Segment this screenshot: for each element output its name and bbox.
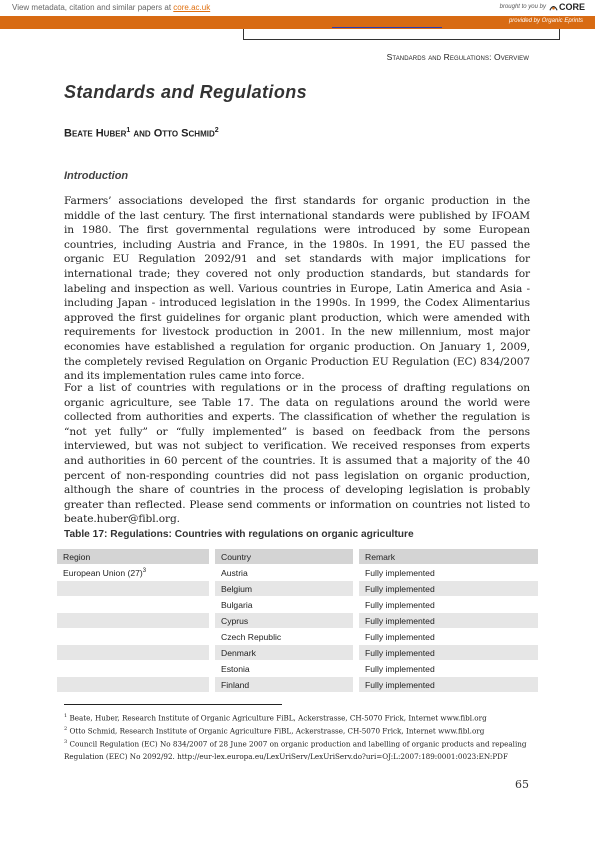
cell-country: Finland: [215, 676, 353, 692]
running-head: Standards and Regulations: Overview: [386, 52, 529, 62]
cell-remark: Fully implemented: [359, 564, 538, 580]
paragraph-1: Farmers’ associations developed the first standards for organic production in the middle of the last century. The first international standards were published by IFOAM in 1980. The first governmental regulations were introduced by some European countries, including Austria and France, in the 1980s. In 1991, the EU passed the organic EU Regulation 2092/91 and set standards with major implications for international trade; they covered not only production standards, but standards for labeling and inspection as well. Various countries in Europe, Latin America and Asia - including Japan - introduced legislation in the 1990s. In 1999, the Codex Alimentarius approved the first guidelines for organic plant production, which were amended with requirements for livestock production in 2001. In the new millennium, most major economies have established a regulation for organic production. On January 1, 2009, the completely revised Regulation on Organic Production EU Regulation (EC) 834/2007 and its implementation rules came into force.: [64, 195, 530, 383]
footnote-divider: [64, 704, 282, 705]
header-region: Region: [57, 549, 209, 564]
cell-region: [57, 644, 209, 660]
cell-remark: Fully implemented: [359, 596, 538, 612]
provider-bar: [0, 16, 595, 29]
cell-country: Czech Republic: [215, 628, 353, 644]
table-row: [57, 580, 538, 596]
cell-remark: Fully implemented: [359, 644, 538, 660]
core-link[interactable]: core.ac.uk: [173, 3, 211, 12]
cell-remark: Fully implemented: [359, 676, 538, 692]
metadata-notice: [12, 3, 210, 12]
cell-region: European Union $(27)^3$: [57, 564, 209, 580]
core-logo-icon: [549, 3, 558, 12]
footnote-3: $^3$ Council Regulation (EC) No 834/2007 of 28 June 2007 on organic production and labelling of organic products and repealing Regulation (EEC) No 2092/92. http://eur-lex.europa.eu/LexUriServ/LexUriServ.do?uri=OJ:L:2007:189:0001:0023:EN:PDF: [64, 739, 527, 761]
header-country: Country: [215, 549, 353, 564]
cell-remark: Fully implemented: [359, 628, 538, 644]
header-remark: Remark: [359, 549, 538, 564]
table-row: [57, 628, 538, 644]
paragraph-2: For a list of countries with regulations or in the process of drafting regulations on organic agriculture, see Table 17. The data on regulations around the world were collected from authorities and experts. The classification of whether the regulation is “not yet fully” or “fully implemented” is based on feedback from the persons interviewed, but was not subject to verification. We received responses from experts and authorities in 60 percent of the countries. It is assumed that a majority of the 40 percent of non-responding countries did not pass legislation on organic production, although the share of countries in the process of developing legislation is probably greater than reflected. Please send comments or information on countries not listed to beate.huber@fibl.org.: [64, 382, 530, 526]
cell-region: [57, 596, 209, 612]
cell-region: [57, 660, 209, 676]
cell-remark: Fully implemented: [359, 612, 538, 628]
brought-by-text: brought to you by: [499, 4, 546, 10]
table-row: [57, 676, 538, 692]
cell-country: Belgium: [215, 580, 353, 596]
table-row: [57, 644, 538, 660]
cell-country: Denmark: [215, 644, 353, 660]
cell-country: Austria: [215, 564, 353, 580]
cell-remark: Fully implemented: [359, 580, 538, 596]
cell-region: [57, 612, 209, 628]
table-row: [57, 660, 538, 676]
core-logo-label: CORE: [558, 2, 585, 12]
brought-by: [500, 2, 585, 12]
table-caption: Table 17: Regulations: Countries with regulations on organic agriculture: [64, 529, 414, 540]
cell-region: [57, 628, 209, 644]
table-row: [57, 564, 538, 580]
metadata-notice-text: View metadata, citation and similar papers at: [12, 3, 172, 12]
provided-by-text[interactable]: provided by Organic Eprints: [508, 18, 583, 24]
author-line: [64, 127, 219, 140]
footnote-ref-1: 1: [126, 127, 131, 134]
core-logo[interactable]: [549, 2, 585, 12]
footnote-ref-2: 2: [214, 127, 219, 134]
cell-region: [57, 676, 209, 692]
author-conjunction: and: [130, 127, 154, 140]
article-title: Standards and Regulations: [64, 82, 308, 102]
header-link-underline: [332, 26, 442, 28]
table-row: [57, 596, 538, 612]
footnote-2: $^2$ Otto Schmid, Research Institute of Organic Agriculture FiBL, Ackerstrasse, CH-5070 Frick, Internet www.fibl.org: [64, 726, 485, 736]
section-heading: Introduction: [64, 170, 129, 182]
footnote-1: $^1$ Beate, Huber, Research Institute of Organic Agriculture FiBL, Ackerstrasse, CH-5070 Frick, Internet www.fibl.org: [64, 713, 487, 723]
author-2: Otto Schmid: [153, 127, 215, 140]
regulations-table: [57, 549, 538, 692]
core-banner: [0, 0, 595, 16]
cell-region: [57, 580, 209, 596]
footnotes: [64, 711, 534, 762]
table-row: [57, 612, 538, 628]
table-header-row: [57, 549, 538, 564]
cell-country: Bulgaria: [215, 596, 353, 612]
cell-remark: Fully implemented: [359, 660, 538, 676]
author-1: Beate Huber: [64, 127, 127, 140]
header-frame: [243, 29, 560, 40]
cell-country: Cyprus: [215, 612, 353, 628]
page-number: 65: [515, 778, 529, 791]
cell-country: Estonia: [215, 660, 353, 676]
